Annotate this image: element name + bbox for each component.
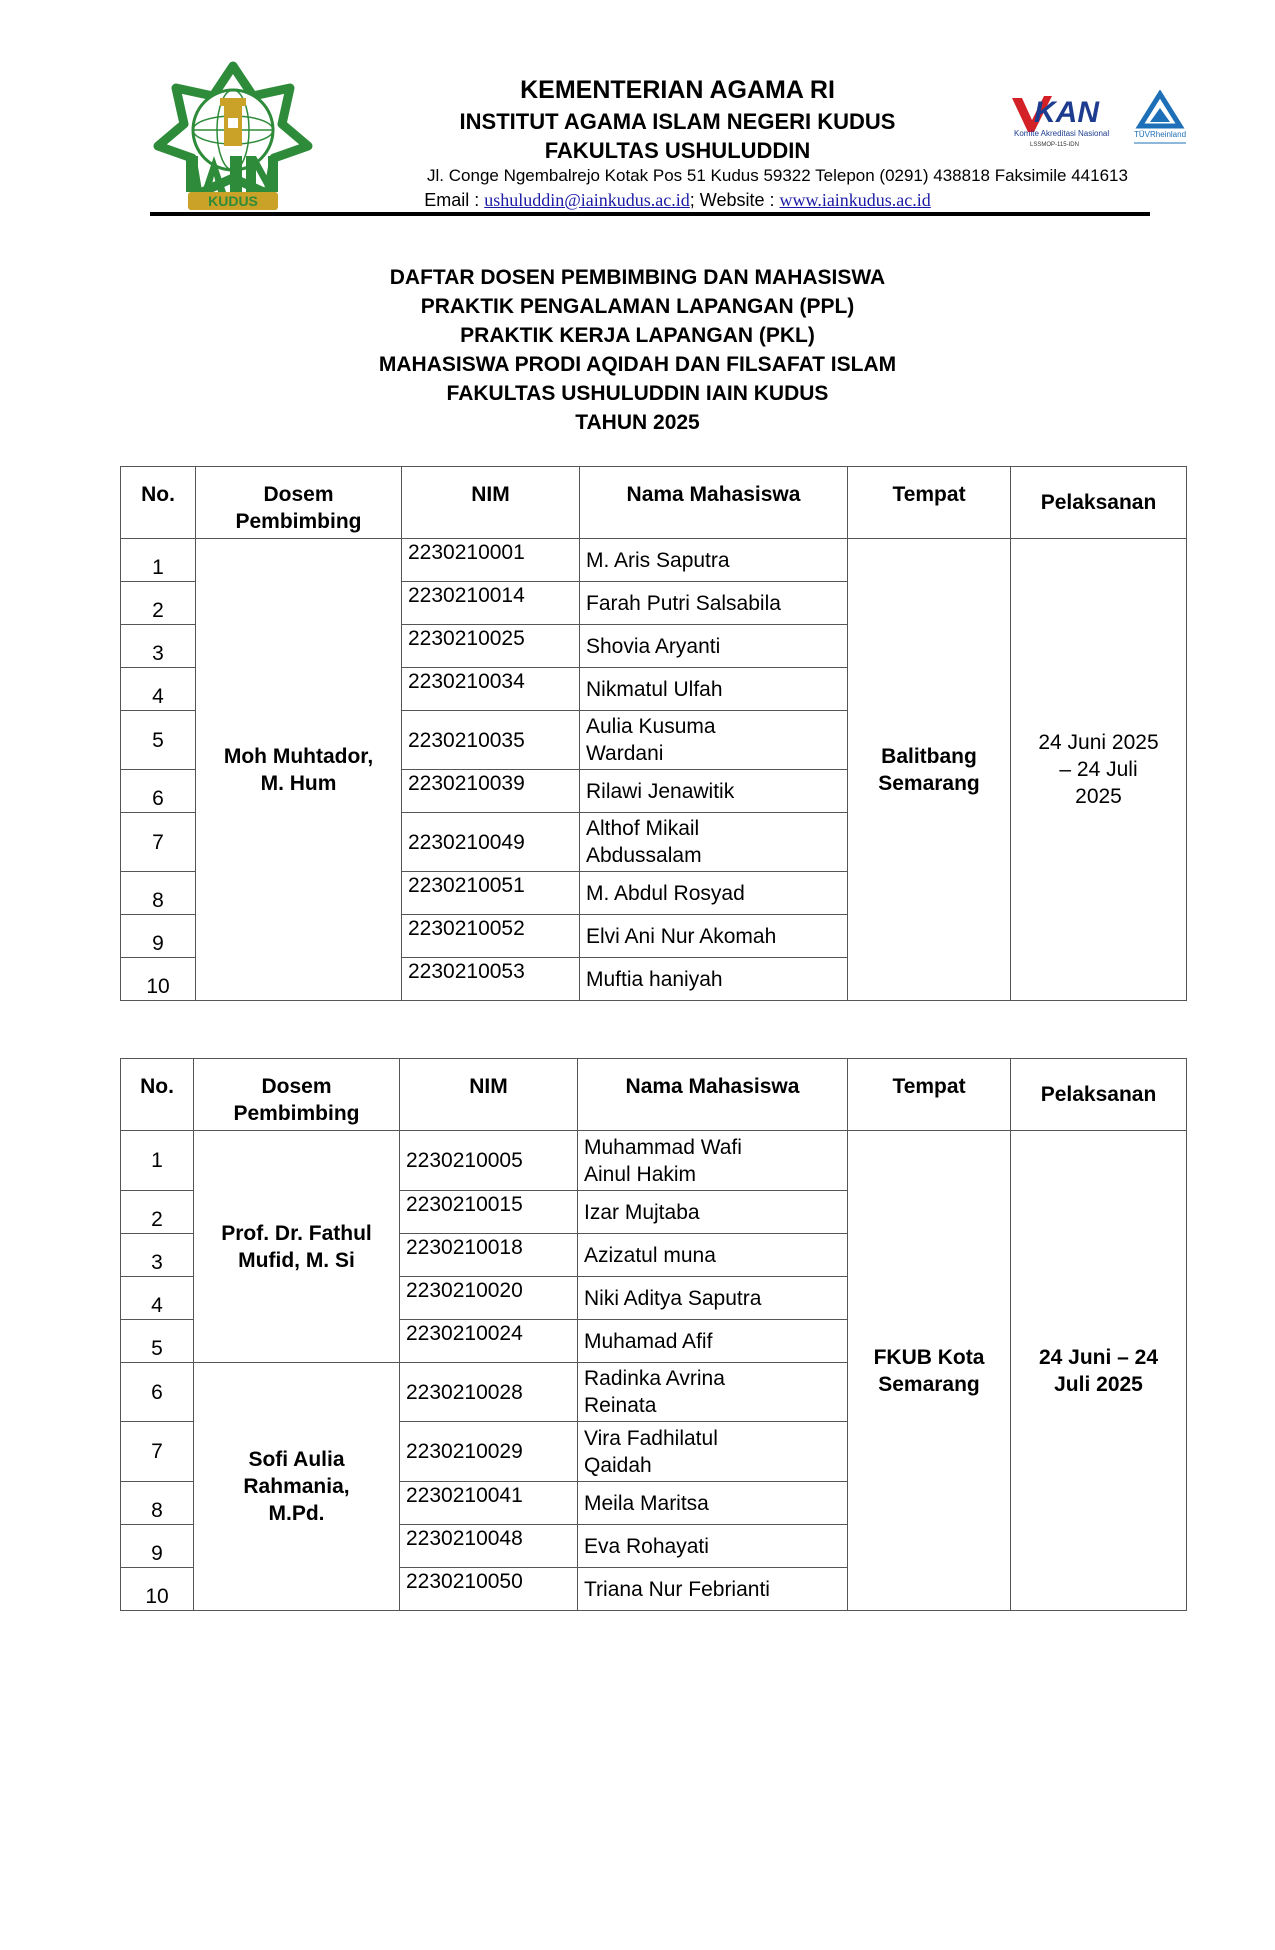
kan-accreditation-logo: [1010, 92, 1120, 148]
header-nim: NIM: [402, 467, 580, 539]
tuv-rheinland-logo: [1130, 90, 1190, 148]
row-nim: 2230210039: [402, 770, 580, 813]
kan-subtext: Komite Akreditasi Nasional: [1014, 129, 1110, 138]
title-line: PRAKTIK PENGALAMAN LAPANGAN (PPL): [420, 295, 855, 318]
tempat-cell: Balitbang Semarang: [848, 539, 1011, 1001]
header-no: No.: [121, 467, 196, 539]
row-nim: 2230210024: [400, 1320, 578, 1363]
tuv-text: TÜVRheinland: [1133, 130, 1187, 139]
kan-code: LSSMOP-115-IDN: [1030, 142, 1079, 148]
website-label: ; Website :: [689, 190, 780, 210]
row-no: 7: [121, 813, 196, 872]
row-nama: Muftia haniyah: [580, 958, 848, 1001]
row-nama: Shovia Aryanti: [580, 625, 848, 668]
header-tempat: Tempat: [848, 1059, 1011, 1131]
row-no: 7: [121, 1422, 194, 1482]
row-nama: Triana Nur Febrianti: [578, 1568, 848, 1611]
email-label: Email :: [424, 190, 485, 210]
title-line: DAFTAR DOSEN PEMBIMBING DAN MAHASISWA: [389, 266, 886, 289]
row-nim: 2230210053: [402, 958, 580, 1001]
row-nim: 2230210041: [400, 1482, 578, 1525]
row-nama: M. Aris Saputra: [580, 539, 848, 582]
row-no: 1: [121, 1131, 194, 1191]
row-nama: Althof Mikail Abdussalam: [580, 813, 848, 872]
dosen-cell: Prof. Dr. Fathul Mufid, M. Si: [194, 1131, 400, 1363]
row-nim: 2230210052: [402, 915, 580, 958]
address: Jl. Conge Ngembalrejo Kotak Pos 51 Kudus 59322 Telepon (0291) 438818 Faksimile 441613: [427, 166, 1128, 185]
title-line: FAKULTAS USHULUDDIN IAIN KUDUS: [446, 382, 829, 405]
title-line: TAHUN 2025: [575, 411, 700, 434]
header-nim: NIM: [400, 1059, 578, 1131]
row-nim: 2230210015: [400, 1191, 578, 1234]
row-nim: 2230210028: [400, 1363, 578, 1422]
header-pelaksanan: Pelaksanan: [1011, 1059, 1187, 1131]
row-no: 4: [121, 668, 196, 711]
website-link[interactable]: www.iainkudus.ac.id: [779, 190, 931, 210]
table-balitbang: [120, 466, 1187, 1001]
pelaksanan-cell: 24 Juni 2025 – 24 Juli 2025: [1011, 539, 1187, 1001]
row-no: 2: [121, 1191, 194, 1234]
header-dosen: Dosem Pembimbing: [194, 1059, 400, 1131]
pelaksanan-cell: 24 Juni – 24 Juli 2025: [1011, 1131, 1187, 1611]
row-nama: Rilawi Jenawitik: [580, 770, 848, 813]
row-no: 5: [121, 711, 196, 770]
email-link[interactable]: ushuluddin@iainkudus.ac.id: [484, 190, 690, 210]
row-nama: Izar Mujtaba: [578, 1191, 848, 1234]
row-nama: Muhamad Afif: [578, 1320, 848, 1363]
row-nama: Nikmatul Ulfah: [580, 668, 848, 711]
row-nim: 2230210005: [400, 1131, 578, 1191]
row-no: 6: [121, 1363, 194, 1422]
row-no: 2: [121, 582, 196, 625]
institute-name: INSTITUT AGAMA ISLAM NEGERI KUDUS: [459, 109, 896, 134]
row-nim: 2230210001: [402, 539, 580, 582]
row-nim: 2230210018: [400, 1234, 578, 1277]
dosen-cell: Sofi Aulia Rahmania, M.Pd.: [194, 1363, 400, 1611]
row-nim: 2230210014: [402, 582, 580, 625]
ministry-name: KEMENTERIAN AGAMA RI: [520, 76, 835, 104]
row-nim: 2230210034: [402, 668, 580, 711]
row-nama: Elvi Ani Nur Akomah: [580, 915, 848, 958]
dosen-cell: Moh Muhtador, M. Hum: [196, 539, 402, 1001]
letterhead: [0, 0, 1275, 230]
row-no: 4: [121, 1277, 194, 1320]
document-title: [0, 263, 1275, 437]
contact-line: [0, 190, 1275, 211]
logo-subtext: KUDUS: [208, 193, 258, 209]
row-nim: 2230210035: [402, 711, 580, 770]
row-nim: 2230210020: [400, 1277, 578, 1320]
row-nim: 2230210029: [400, 1422, 578, 1482]
row-nama: Meila Maritsa: [578, 1482, 848, 1525]
row-no: 9: [121, 1525, 194, 1568]
row-nama: Muhammad Wafi Ainul Hakim: [578, 1131, 848, 1191]
row-nama: Aulia Kusuma Wardani: [580, 711, 848, 770]
row-no: 6: [121, 770, 196, 813]
table-header-row: [121, 467, 1187, 539]
row-nama: Eva Rohayati: [578, 1525, 848, 1568]
row-no: 10: [121, 1568, 194, 1611]
row-nim: 2230210049: [402, 813, 580, 872]
row-nama: Radinka Avrina Reinata: [578, 1363, 848, 1422]
row-no: 8: [121, 1482, 194, 1525]
title-line: PRAKTIK KERJA LAPANGAN (PKL): [460, 324, 815, 347]
row-no: 8: [121, 872, 196, 915]
title-line: MAHASISWA PRODI AQIDAH DAN FILSAFAT ISLAM: [378, 353, 897, 376]
row-no: 3: [121, 625, 196, 668]
header-tempat: Tempat: [848, 467, 1011, 539]
row-nama: M. Abdul Rosyad: [580, 872, 848, 915]
row-nama: Niki Aditya Saputra: [578, 1277, 848, 1320]
header-nama: Nama Mahasiswa: [580, 467, 848, 539]
table-row: [121, 1131, 1187, 1191]
letterhead-divider: [150, 212, 1150, 216]
row-no: 3: [121, 1234, 194, 1277]
row-nama: Vira Fadhilatul Qaidah: [578, 1422, 848, 1482]
row-nama: Azizatul muna: [578, 1234, 848, 1277]
row-nim: 2230210051: [402, 872, 580, 915]
header-no: No.: [121, 1059, 194, 1131]
row-no: 9: [121, 915, 196, 958]
header-dosen: Dosem Pembimbing: [196, 467, 402, 539]
faculty-name: FAKULTAS USHULUDDIN: [544, 138, 811, 163]
table-header-row: [121, 1059, 1187, 1131]
header-pelaksanan: Pelaksanan: [1011, 467, 1187, 539]
row-nim: 2230210025: [402, 625, 580, 668]
tempat-cell: FKUB Kota Semarang: [848, 1131, 1011, 1611]
table-fkub: [120, 1058, 1187, 1611]
row-no: 5: [121, 1320, 194, 1363]
row-nim: 2230210048: [400, 1525, 578, 1568]
row-nim: 2230210050: [400, 1568, 578, 1611]
row-no: 1: [121, 539, 196, 582]
table-row: [121, 539, 1187, 582]
row-nama: Farah Putri Salsabila: [580, 582, 848, 625]
row-no: 10: [121, 958, 196, 1001]
header-nama: Nama Mahasiswa: [578, 1059, 848, 1131]
kan-text: KAN: [1034, 96, 1099, 129]
